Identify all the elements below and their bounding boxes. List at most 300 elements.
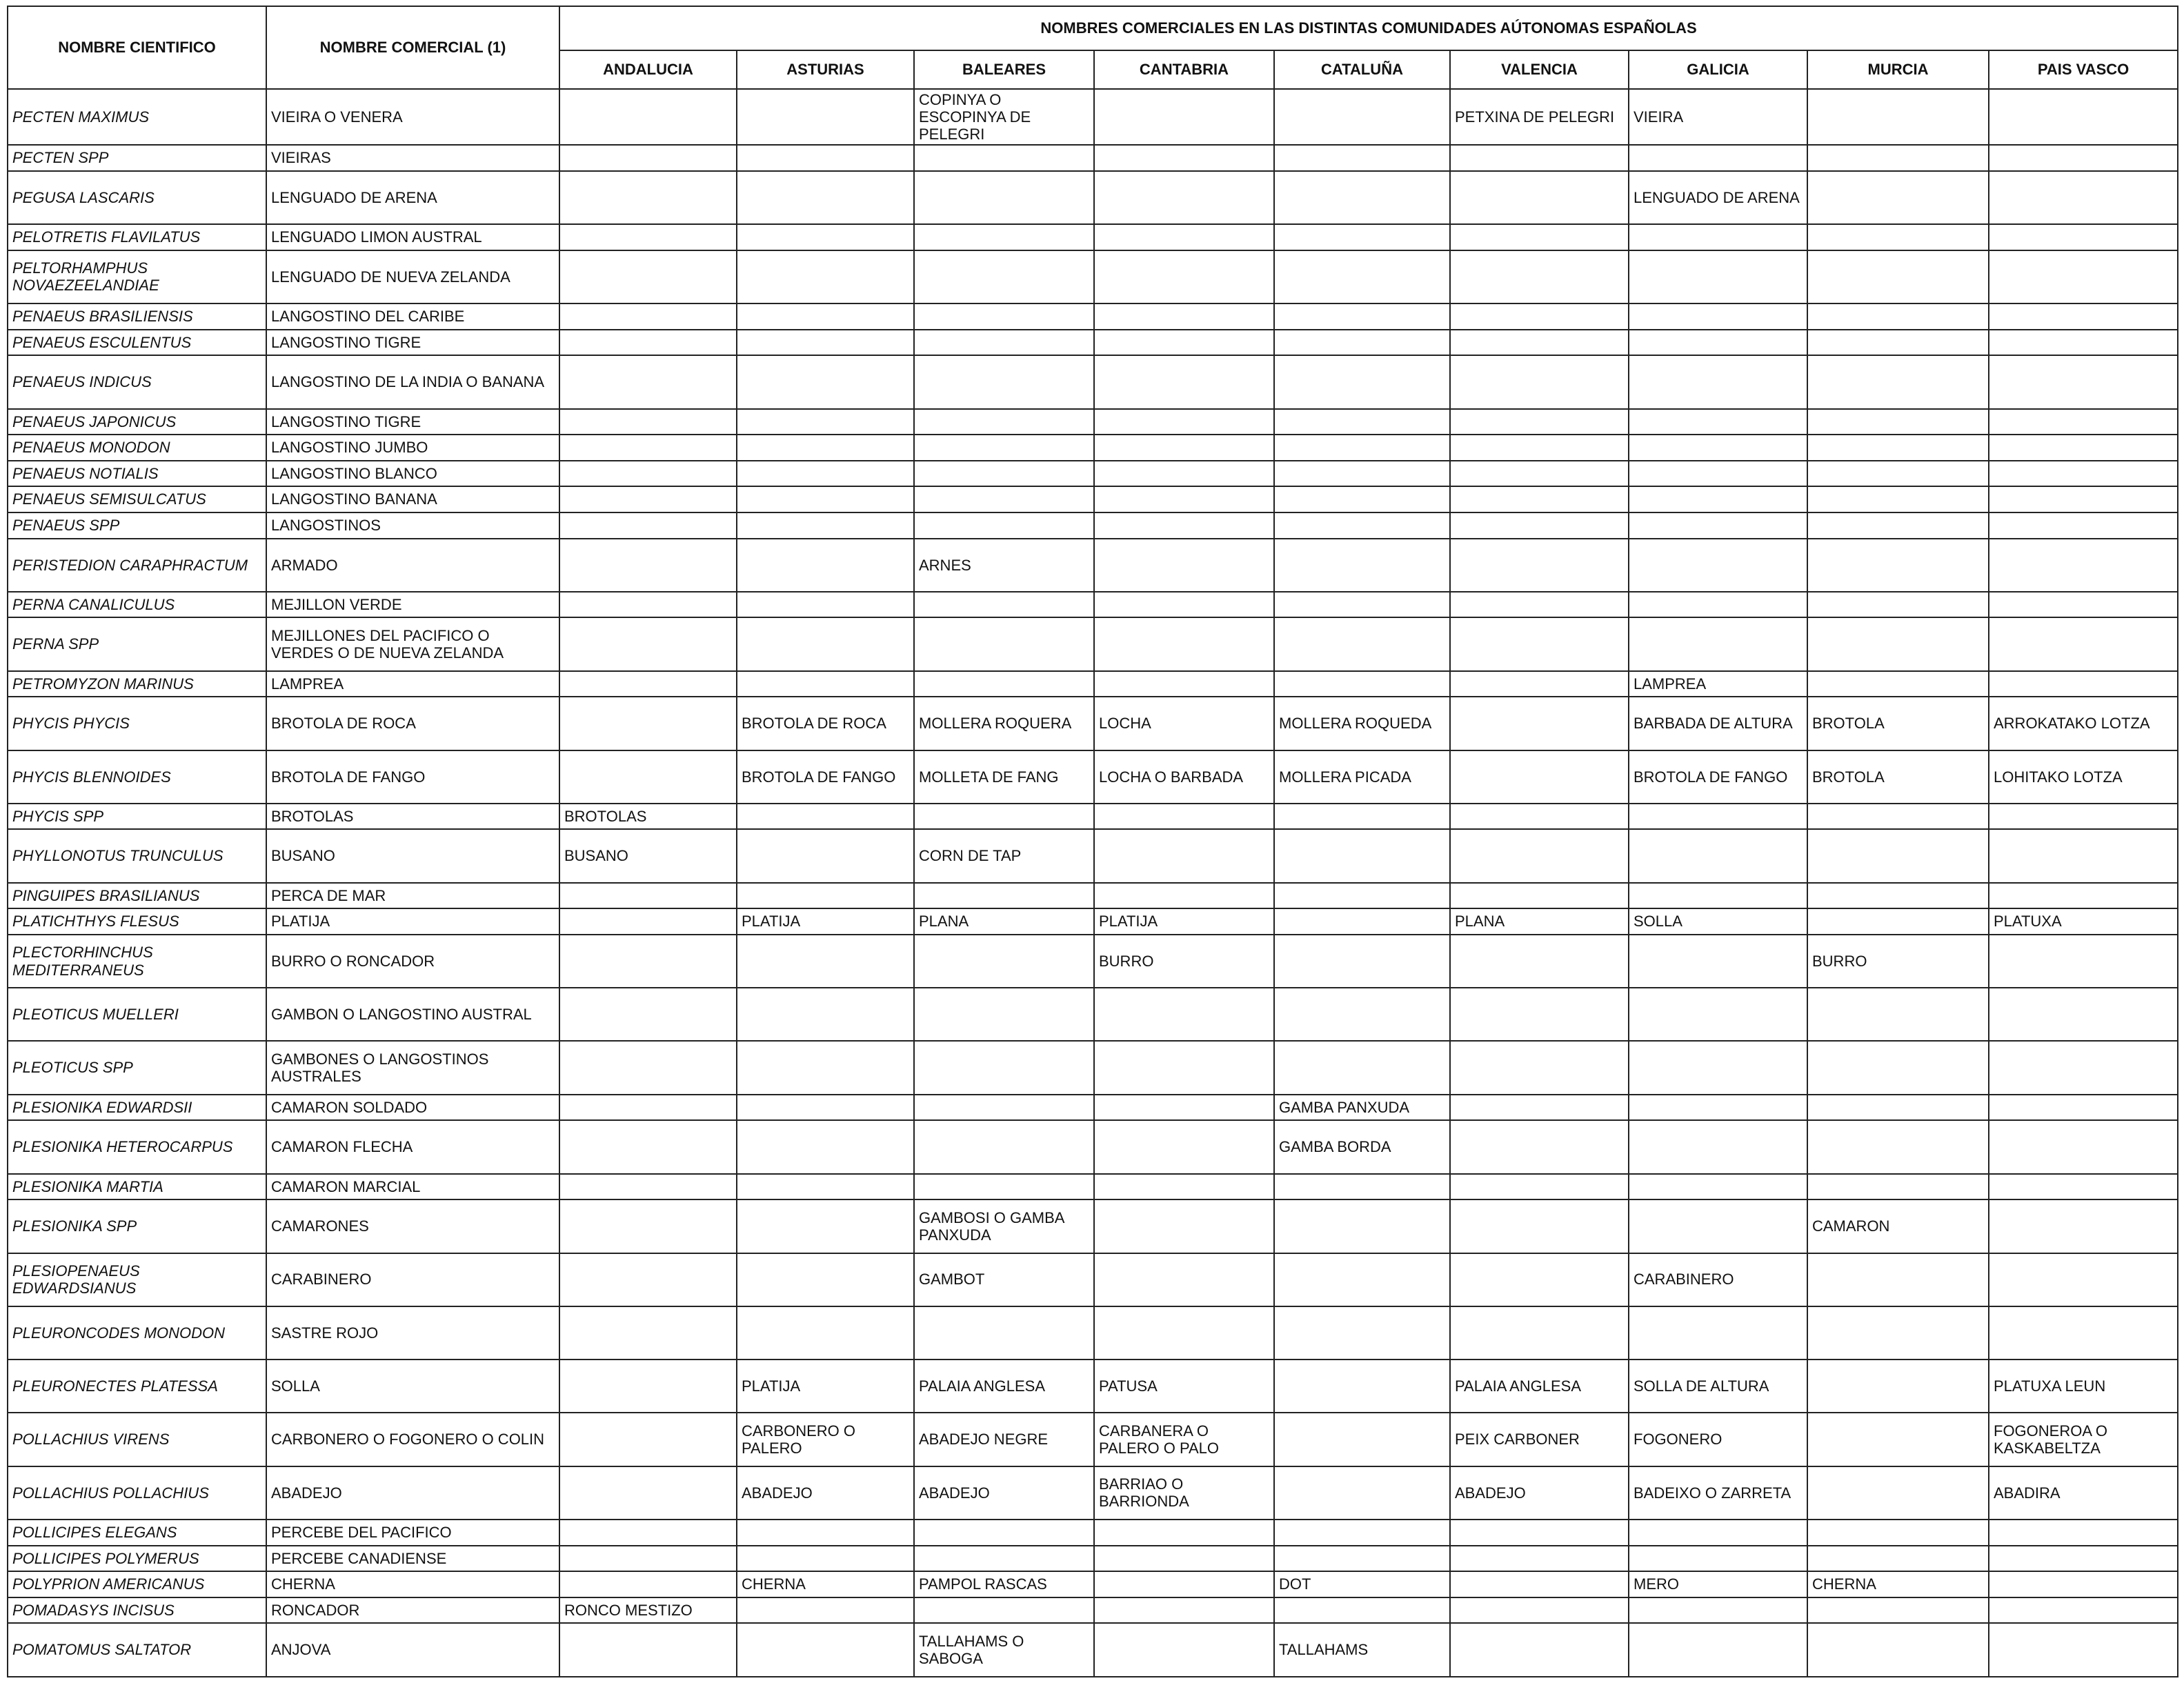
murcia-cell	[1807, 171, 1989, 224]
table-row	[8, 617, 2178, 670]
cataluna-cell: GAMBA PANXUDA	[1274, 1095, 1450, 1121]
pais-vasco-cell: FOGONEROA O KASKABELTZA	[1989, 1413, 2178, 1466]
table-row	[8, 1466, 2178, 1520]
header-region-pais-vasco: PAIS VASCO	[1989, 50, 2178, 89]
murcia-cell	[1807, 1120, 1989, 1173]
murcia-cell	[1807, 539, 1989, 592]
commercial-name-cell: MEJILLONES DEL PACIFICO O VERDES O DE NUEVA ZELANDA	[266, 617, 559, 670]
scientific-name-cell: PERNA CANALICULUS	[8, 592, 266, 618]
galicia-cell	[1629, 829, 1807, 882]
cantabria-cell: PATUSA	[1094, 1360, 1274, 1413]
pais-vasco-cell: ARROKATAKO LOTZA	[1989, 697, 2178, 750]
galicia-cell	[1629, 409, 1807, 435]
valencia-cell	[1450, 461, 1629, 487]
commercial-name-cell: SASTRE ROJO	[266, 1306, 559, 1360]
cataluna-cell	[1274, 145, 1450, 171]
cantabria-cell	[1094, 1095, 1274, 1121]
cantabria-cell	[1094, 804, 1274, 830]
galicia-cell	[1629, 617, 1807, 670]
commercial-name-cell: CARABINERO	[266, 1253, 559, 1306]
pais-vasco-cell	[1989, 988, 2178, 1041]
galicia-cell	[1629, 1174, 1807, 1200]
scientific-name-cell: PLEURONCODES MONODON	[8, 1306, 266, 1360]
table-row	[8, 592, 2178, 618]
commercial-name-cell: VIEIRA O VENERA	[266, 89, 559, 145]
galicia-cell	[1629, 883, 1807, 909]
andalucia-cell	[559, 1360, 737, 1413]
table-row	[8, 539, 2178, 592]
cantabria-cell	[1094, 1571, 1274, 1597]
cataluna-cell	[1274, 1199, 1450, 1253]
baleares-cell	[914, 355, 1094, 408]
valencia-cell	[1450, 1306, 1629, 1360]
asturias-cell	[737, 435, 914, 461]
andalucia-cell	[559, 1466, 737, 1520]
cantabria-cell	[1094, 592, 1274, 618]
asturias-cell	[737, 539, 914, 592]
valencia-cell: PEIX CARBONER	[1450, 1413, 1629, 1466]
murcia-cell: BROTOLA	[1807, 750, 1989, 804]
table-row	[8, 1413, 2178, 1466]
andalucia-cell	[559, 1571, 737, 1597]
baleares-cell	[914, 250, 1094, 303]
commercial-name-cell: LANGOSTINO DEL CARIBE	[266, 303, 559, 330]
scientific-name-cell: PENAEUS ESCULENTUS	[8, 330, 266, 356]
galicia-cell	[1629, 355, 1807, 408]
header-commercial-name: NOMBRE COMERCIAL (1)	[266, 6, 559, 89]
baleares-cell	[914, 617, 1094, 670]
murcia-cell	[1807, 908, 1989, 935]
pais-vasco-cell	[1989, 409, 2178, 435]
andalucia-cell	[559, 250, 737, 303]
asturias-cell	[737, 461, 914, 487]
andalucia-cell	[559, 1095, 737, 1121]
header-region-valencia: VALENCIA	[1450, 50, 1629, 89]
cantabria-cell	[1094, 1174, 1274, 1200]
commercial-name-cell: ARMADO	[266, 539, 559, 592]
asturias-cell: BROTOLA DE ROCA	[737, 697, 914, 750]
galicia-cell: SOLLA DE ALTURA	[1629, 1360, 1807, 1413]
commercial-name-cell: SOLLA	[266, 1360, 559, 1413]
baleares-cell: TALLAHAMS O SABOGA	[914, 1623, 1094, 1677]
scientific-name-cell: PELOTRETIS FLAVILATUS	[8, 224, 266, 250]
asturias-cell: BROTOLA DE FANGO	[737, 750, 914, 804]
asturias-cell: PLATIJA	[737, 1360, 914, 1413]
commercial-name-cell: LANGOSTINO BANANA	[266, 486, 559, 512]
asturias-cell	[737, 671, 914, 697]
baleares-cell	[914, 883, 1094, 909]
murcia-cell	[1807, 512, 1989, 539]
valencia-cell	[1450, 1041, 1629, 1094]
cantabria-cell	[1094, 435, 1274, 461]
table-row	[8, 935, 2178, 988]
scientific-name-cell: POMADASYS INCISUS	[8, 1597, 266, 1624]
andalucia-cell	[559, 89, 737, 145]
murcia-cell	[1807, 1466, 1989, 1520]
cataluna-cell	[1274, 171, 1450, 224]
baleares-cell: COPINYA O ESCOPINYA DE PELEGRI	[914, 89, 1094, 145]
andalucia-cell	[559, 883, 737, 909]
andalucia-cell	[559, 1623, 737, 1677]
header-regions-group: NOMBRES COMERCIALES EN LAS DISTINTAS COMUNIDADES AÚTONOMAS ESPAÑOLAS	[559, 6, 2178, 50]
baleares-cell	[914, 409, 1094, 435]
scientific-name-cell: PECTEN MAXIMUS	[8, 89, 266, 145]
andalucia-cell	[559, 935, 737, 988]
andalucia-cell: BUSANO	[559, 829, 737, 882]
species-names-table	[7, 6, 2178, 1677]
cataluna-cell	[1274, 1360, 1450, 1413]
scientific-name-cell: PHYCIS BLENNOIDES	[8, 750, 266, 804]
andalucia-cell	[559, 592, 737, 618]
commercial-name-cell: CAMARON SOLDADO	[266, 1095, 559, 1121]
cataluna-cell: MOLLERA ROQUEDA	[1274, 697, 1450, 750]
baleares-cell	[914, 1546, 1094, 1572]
asturias-cell	[737, 355, 914, 408]
baleares-cell	[914, 935, 1094, 988]
table-row	[8, 1253, 2178, 1306]
scientific-name-cell: PHYLLONOTUS TRUNCULUS	[8, 829, 266, 882]
cantabria-cell	[1094, 145, 1274, 171]
pais-vasco-cell	[1989, 1253, 2178, 1306]
cantabria-cell: BURRO	[1094, 935, 1274, 988]
table-row	[8, 409, 2178, 435]
commercial-name-cell: PLATIJA	[266, 908, 559, 935]
cataluna-cell	[1274, 539, 1450, 592]
scientific-name-cell: PLEURONECTES PLATESSA	[8, 1360, 266, 1413]
table-row	[8, 1174, 2178, 1200]
cataluna-cell	[1274, 250, 1450, 303]
galicia-cell: LENGUADO DE ARENA	[1629, 171, 1807, 224]
cataluna-cell	[1274, 1546, 1450, 1572]
cantabria-cell	[1094, 461, 1274, 487]
pais-vasco-cell	[1989, 804, 2178, 830]
valencia-cell	[1450, 671, 1629, 697]
scientific-name-cell: PLESIONIKA EDWARDSII	[8, 1095, 266, 1121]
commercial-name-cell: BROTOLA DE FANGO	[266, 750, 559, 804]
table-row	[8, 1571, 2178, 1597]
table-row	[8, 804, 2178, 830]
cataluna-cell	[1274, 355, 1450, 408]
asturias-cell	[737, 988, 914, 1041]
galicia-cell	[1629, 224, 1807, 250]
andalucia-cell	[559, 486, 737, 512]
table-row	[8, 1095, 2178, 1121]
murcia-cell	[1807, 486, 1989, 512]
andalucia-cell	[559, 330, 737, 356]
asturias-cell	[737, 89, 914, 145]
valencia-cell	[1450, 592, 1629, 618]
murcia-cell	[1807, 883, 1989, 909]
scientific-name-cell: PLATICHTHYS FLESUS	[8, 908, 266, 935]
commercial-name-cell: LANGOSTINO JUMBO	[266, 435, 559, 461]
table-row	[8, 171, 2178, 224]
table-row	[8, 1199, 2178, 1253]
galicia-cell	[1629, 303, 1807, 330]
table-row	[8, 1546, 2178, 1572]
baleares-cell	[914, 330, 1094, 356]
baleares-cell	[914, 461, 1094, 487]
table-row	[8, 145, 2178, 171]
andalucia-cell	[559, 1306, 737, 1360]
scientific-name-cell: PENAEUS JAPONICUS	[8, 409, 266, 435]
table-row	[8, 1597, 2178, 1624]
baleares-cell	[914, 804, 1094, 830]
pais-vasco-cell	[1989, 1120, 2178, 1173]
galicia-cell: LAMPREA	[1629, 671, 1807, 697]
pais-vasco-cell	[1989, 617, 2178, 670]
cantabria-cell: BARRIAO O BARRIONDA	[1094, 1466, 1274, 1520]
cataluna-cell	[1274, 1413, 1450, 1466]
table-row	[8, 303, 2178, 330]
murcia-cell	[1807, 829, 1989, 882]
galicia-cell: VIEIRA	[1629, 89, 1807, 145]
cataluna-cell	[1274, 224, 1450, 250]
murcia-cell	[1807, 89, 1989, 145]
valencia-cell	[1450, 330, 1629, 356]
cantabria-cell: LOCHA	[1094, 697, 1274, 750]
galicia-cell	[1629, 1199, 1807, 1253]
valencia-cell	[1450, 935, 1629, 988]
asturias-cell: ABADEJO	[737, 1466, 914, 1520]
pais-vasco-cell	[1989, 1041, 2178, 1094]
baleares-cell	[914, 303, 1094, 330]
scientific-name-cell: PLESIONIKA SPP	[8, 1199, 266, 1253]
cantabria-cell	[1094, 224, 1274, 250]
galicia-cell	[1629, 1520, 1807, 1546]
baleares-cell: ABADEJO	[914, 1466, 1094, 1520]
valencia-cell	[1450, 435, 1629, 461]
murcia-cell	[1807, 409, 1989, 435]
pais-vasco-cell	[1989, 883, 2178, 909]
table-row	[8, 224, 2178, 250]
commercial-name-cell: LANGOSTINO DE LA INDIA O BANANA	[266, 355, 559, 408]
cataluna-cell	[1274, 486, 1450, 512]
pais-vasco-cell	[1989, 461, 2178, 487]
commercial-name-cell: GAMBON O LANGOSTINO AUSTRAL	[266, 988, 559, 1041]
cantabria-cell	[1094, 486, 1274, 512]
cataluna-cell	[1274, 512, 1450, 539]
table-row	[8, 1041, 2178, 1094]
asturias-cell	[737, 1623, 914, 1677]
baleares-cell: MOLLERA ROQUERA	[914, 697, 1094, 750]
cataluna-cell	[1274, 461, 1450, 487]
cataluna-cell	[1274, 908, 1450, 935]
cantabria-cell	[1094, 1253, 1274, 1306]
murcia-cell	[1807, 250, 1989, 303]
asturias-cell	[737, 171, 914, 224]
cataluna-cell	[1274, 671, 1450, 697]
galicia-cell	[1629, 330, 1807, 356]
cataluna-cell	[1274, 1466, 1450, 1520]
andalucia-cell	[559, 539, 737, 592]
baleares-cell: GAMBOT	[914, 1253, 1094, 1306]
cataluna-cell	[1274, 988, 1450, 1041]
galicia-cell	[1629, 1546, 1807, 1572]
header-scientific-name: NOMBRE CIENTIFICO	[8, 6, 266, 89]
valencia-cell	[1450, 1174, 1629, 1200]
murcia-cell	[1807, 671, 1989, 697]
table-row	[8, 908, 2178, 935]
header-region-murcia: MURCIA	[1807, 50, 1989, 89]
galicia-cell	[1629, 512, 1807, 539]
valencia-cell	[1450, 303, 1629, 330]
commercial-name-cell: RONCADOR	[266, 1597, 559, 1624]
scientific-name-cell: PLESIONIKA MARTIA	[8, 1174, 266, 1200]
andalucia-cell	[559, 1174, 737, 1200]
asturias-cell	[737, 512, 914, 539]
cataluna-cell	[1274, 935, 1450, 988]
valencia-cell	[1450, 539, 1629, 592]
andalucia-cell	[559, 1546, 737, 1572]
cantabria-cell	[1094, 1199, 1274, 1253]
galicia-cell: BARBADA DE ALTURA	[1629, 697, 1807, 750]
murcia-cell: BURRO	[1807, 935, 1989, 988]
cataluna-cell: TALLAHAMS	[1274, 1623, 1450, 1677]
asturias-cell: CHERNA	[737, 1571, 914, 1597]
commercial-name-cell: LAMPREA	[266, 671, 559, 697]
andalucia-cell: BROTOLAS	[559, 804, 737, 830]
asturias-cell	[737, 145, 914, 171]
andalucia-cell	[559, 461, 737, 487]
table-row	[8, 512, 2178, 539]
header-region-asturias: ASTURIAS	[737, 50, 914, 89]
commercial-name-cell: ANJOVA	[266, 1623, 559, 1677]
cataluna-cell	[1274, 1520, 1450, 1546]
pais-vasco-cell	[1989, 89, 2178, 145]
commercial-name-cell: LENGUADO DE ARENA	[266, 171, 559, 224]
asturias-cell	[737, 1597, 914, 1624]
valencia-cell	[1450, 697, 1629, 750]
baleares-cell	[914, 224, 1094, 250]
scientific-name-cell: PERISTEDION CARAPHRACTUM	[8, 539, 266, 592]
table-row	[8, 1623, 2178, 1677]
asturias-cell	[737, 1306, 914, 1360]
cataluna-cell	[1274, 592, 1450, 618]
cantabria-cell	[1094, 539, 1274, 592]
table-row	[8, 750, 2178, 804]
valencia-cell	[1450, 145, 1629, 171]
asturias-cell	[737, 935, 914, 988]
commercial-name-cell: CHERNA	[266, 1571, 559, 1597]
pais-vasco-cell	[1989, 145, 2178, 171]
valencia-cell	[1450, 486, 1629, 512]
cantabria-cell	[1094, 1546, 1274, 1572]
scientific-name-cell: POLLACHIUS VIRENS	[8, 1413, 266, 1466]
scientific-name-cell: PENAEUS SEMISULCATUS	[8, 486, 266, 512]
baleares-cell: ABADEJO NEGRE	[914, 1413, 1094, 1466]
scientific-name-cell: PERNA SPP	[8, 617, 266, 670]
andalucia-cell	[559, 303, 737, 330]
valencia-cell: ABADEJO	[1450, 1466, 1629, 1520]
asturias-cell	[737, 592, 914, 618]
andalucia-cell: RONCO MESTIZO	[559, 1597, 737, 1624]
table-row	[8, 988, 2178, 1041]
cantabria-cell	[1094, 883, 1274, 909]
header-region-cantabria: CANTABRIA	[1094, 50, 1274, 89]
murcia-cell	[1807, 1253, 1989, 1306]
scientific-name-cell: POLYPRION AMERICANUS	[8, 1571, 266, 1597]
andalucia-cell	[559, 1520, 737, 1546]
baleares-cell	[914, 1120, 1094, 1173]
murcia-cell	[1807, 1174, 1989, 1200]
cataluna-cell	[1274, 1253, 1450, 1306]
cataluna-cell: GAMBA BORDA	[1274, 1120, 1450, 1173]
asturias-cell	[737, 1041, 914, 1094]
murcia-cell: CAMARON	[1807, 1199, 1989, 1253]
andalucia-cell	[559, 908, 737, 935]
murcia-cell	[1807, 1041, 1989, 1094]
valencia-cell	[1450, 1253, 1629, 1306]
asturias-cell	[737, 486, 914, 512]
scientific-name-cell: POMATOMUS SALTATOR	[8, 1623, 266, 1677]
cataluna-cell	[1274, 617, 1450, 670]
commercial-name-cell: LENGUADO LIMON AUSTRAL	[266, 224, 559, 250]
commercial-name-cell: GAMBONES O LANGOSTINOS AUSTRALES	[266, 1041, 559, 1094]
scientific-name-cell: PLESIONIKA HETEROCARPUS	[8, 1120, 266, 1173]
cantabria-cell	[1094, 1120, 1274, 1173]
cantabria-cell	[1094, 409, 1274, 435]
galicia-cell	[1629, 935, 1807, 988]
valencia-cell	[1450, 617, 1629, 670]
asturias-cell: CARBONERO O PALERO	[737, 1413, 914, 1466]
baleares-cell	[914, 1597, 1094, 1624]
scientific-name-cell: PENAEUS MONODON	[8, 435, 266, 461]
scientific-name-cell: PENAEUS BRASILIENSIS	[8, 303, 266, 330]
table-row	[8, 330, 2178, 356]
galicia-cell	[1629, 1623, 1807, 1677]
baleares-cell: GAMBOSI O GAMBA PANXUDA	[914, 1199, 1094, 1253]
murcia-cell	[1807, 1520, 1989, 1546]
galicia-cell	[1629, 145, 1807, 171]
pais-vasco-cell: ABADIRA	[1989, 1466, 2178, 1520]
asturias-cell	[737, 303, 914, 330]
galicia-cell	[1629, 539, 1807, 592]
galicia-cell: FOGONERO	[1629, 1413, 1807, 1466]
pais-vasco-cell	[1989, 671, 2178, 697]
cantabria-cell: CARBANERA O PALERO O PALO	[1094, 1413, 1274, 1466]
galicia-cell: BADEIXO O ZARRETA	[1629, 1466, 1807, 1520]
scientific-name-cell: PLECTORHINCHUS MEDITERRANEUS	[8, 935, 266, 988]
asturias-cell: PLATIJA	[737, 908, 914, 935]
murcia-cell: CHERNA	[1807, 1571, 1989, 1597]
cataluna-cell	[1274, 883, 1450, 909]
galicia-cell	[1629, 435, 1807, 461]
cataluna-cell	[1274, 829, 1450, 882]
table-row	[8, 1306, 2178, 1360]
asturias-cell	[737, 250, 914, 303]
murcia-cell	[1807, 355, 1989, 408]
cantabria-cell: PLATIJA	[1094, 908, 1274, 935]
asturias-cell	[737, 224, 914, 250]
commercial-name-cell: MEJILLON VERDE	[266, 592, 559, 618]
pais-vasco-cell	[1989, 1306, 2178, 1360]
commercial-name-cell: PERCA DE MAR	[266, 883, 559, 909]
scientific-name-cell: PINGUIPES BRASILIANUS	[8, 883, 266, 909]
table-row	[8, 355, 2178, 408]
andalucia-cell	[559, 750, 737, 804]
pais-vasco-cell	[1989, 1571, 2178, 1597]
andalucia-cell	[559, 697, 737, 750]
commercial-name-cell: LANGOSTINO TIGRE	[266, 409, 559, 435]
andalucia-cell	[559, 1199, 737, 1253]
commercial-name-cell: BROTOLA DE ROCA	[266, 697, 559, 750]
pais-vasco-cell	[1989, 1623, 2178, 1677]
pais-vasco-cell	[1989, 486, 2178, 512]
table-header	[8, 6, 2178, 89]
cantabria-cell	[1094, 330, 1274, 356]
pais-vasco-cell: LOHITAKO LOTZA	[1989, 750, 2178, 804]
baleares-cell: PLANA	[914, 908, 1094, 935]
